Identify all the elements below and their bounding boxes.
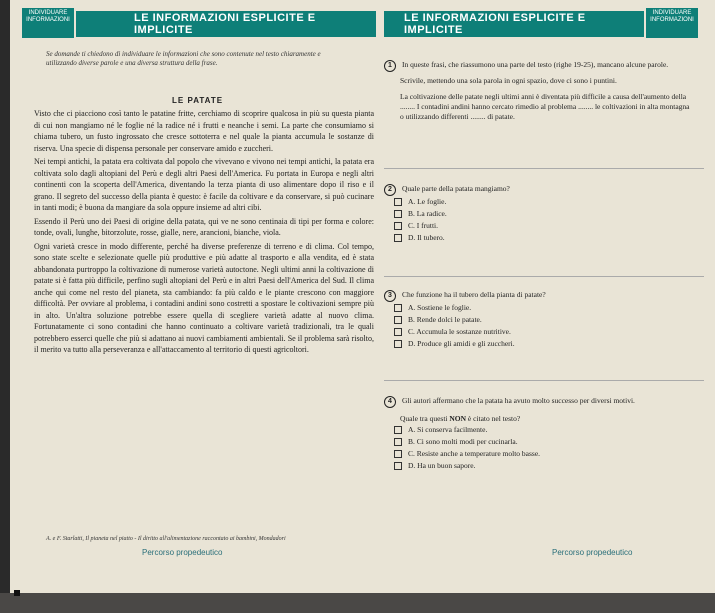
footer-right: Percorso propedeutico [552,548,633,557]
checkbox[interactable] [394,222,402,230]
option-label: A. Sostiene le foglie. [408,303,472,312]
question-text: Quale parte della patata mangiamo? [402,184,510,193]
option-a[interactable] [394,196,704,208]
question-number: 2 [384,184,396,196]
option-c[interactable] [394,220,704,232]
skill-tag-right [646,8,698,38]
header-bar-right [384,11,644,37]
checkbox[interactable] [394,316,402,324]
skill-tag-text: INDIVIDUARE INFORMAZIONI [650,10,694,23]
question-1 [384,60,704,122]
checkbox[interactable] [394,450,402,458]
option-label: D. Ha un buon sapore. [408,461,476,470]
question-subtext [400,414,704,424]
checkbox[interactable] [394,438,402,446]
intro-text-left: Se domande ti chiedono di individuare le informazioni che sono contenute nel testo chiaramente e utilizzando diverse parole e una diversa struttura della frase. [46,50,321,67]
paragraph-1: Visto che ci piacciono così tanto le patatine fritte, cerchiamo di scoprire qualcosa in più su questa pianta di cui non mangiamo né le foglie né la radice né i frutti e neanche i semi. La parte che consumiamo si chiama tubero, un fusto ingrossato che cresce sottoterra e nel quale la pianta accumula le sostanze di riserva. Una specie di dispensa personale per conservare amido e zuccheri. [34,109,374,153]
question-text: In queste frasi, che riassumono una parte del testo (righe 19-25), mancano alcune parole. [402,60,669,69]
header-title-left: LE INFORMAZIONI ESPLICITE E IMPLICITE [134,12,316,36]
sub-pre: Quale tra questi [400,414,450,423]
option-label: B. Ci sono molti modi per cucinarla. [408,437,518,446]
option-b[interactable] [394,314,704,326]
sub-bold: NON [449,414,467,423]
option-label: D. Produce gli amidi e gli zuccheri. [408,339,515,348]
checkbox[interactable] [394,340,402,348]
checkbox[interactable] [394,328,402,336]
question-3 [384,290,704,350]
checkbox[interactable] [394,210,402,218]
question-number: 4 [384,396,396,408]
option-a[interactable] [394,302,704,314]
option-label: C. I frutti. [408,221,438,230]
question-number: 1 [384,60,396,72]
option-b[interactable] [394,208,704,220]
checkbox[interactable] [394,198,402,206]
option-label: C. Resiste anche a temperature molto basse. [408,449,541,458]
page-title: LE PATATE [172,96,224,105]
option-c[interactable] [394,326,704,338]
source-citation: A. e F. Starlatti, Il pianeta nel piatto - Il diritto all'alimentazione raccontato ai bambini, Mondadori [46,536,286,542]
divider [384,168,704,169]
checkbox[interactable] [394,462,402,470]
sub-post: è citato nel testo? [466,414,521,423]
divider [384,276,704,277]
checkbox[interactable] [394,234,402,242]
skill-tag-left [22,8,74,38]
question-text: Gli autori affermano che la patata ha avuto molto successo per diversi motivi. [402,396,635,405]
option-label: D. Il tubero. [408,233,445,242]
answer-sentence: La coltivazione delle patate negli ultimi anni è diventata più difficile a causa dell'aumento della ........ I contadini andini hanno cercato rimedio al problema ........ le coltivazioni in alta montagna o utilizzando differenti ........ di patate. [400,92,690,121]
option-label: B. Rende dolci le patate. [408,315,482,324]
option-label: A. Si conserva facilmente. [408,425,488,434]
corner-mark [14,590,20,596]
option-label: C. Accumula le sostanze nutritive. [408,327,511,336]
checkbox[interactable] [394,304,402,312]
skill-tag-text: INDIVIDUARE INFORMAZIONI [26,10,70,23]
footer-left: Percorso propedeutico [142,548,223,557]
question-instructions: Scrivile, mettendo una sola parola in ogni spazio, dove ci sono i puntini. [400,76,617,85]
table-surface [0,593,715,613]
question-4 [384,396,704,472]
option-label: A. Le foglie. [408,197,447,206]
option-c[interactable] [394,448,704,460]
question-2 [384,184,704,244]
option-d[interactable] [394,232,704,244]
paragraph-4: Ogni varietà cresce in modo differente, perché ha diverse preferenze di terreno e di clima. Col tempo, sono state scelte e selezionate quelle più produttive e più adatte al trasporto e alla vendita, ed è stata abbandonata purtroppo la coltivazione di numerose varietà autoctone. Negli ultimi anni la coltivazione di patate si è fatta più difficile, perfino sugli altopiani del Perù e in altri Paesi dell'America del Sud. Il clima anche qui come nel resto del pianeta, sta cambiando: fa più caldo e le piante crescono con maggiore difficoltà. Per ovviare al problema, i contadini andini sono costretti a spostare le coltivazioni sempre più in alto. Un'altra soluzione potrebbe essere quella di scegliere varietà adatte al nuovo clima. Fortunatamente ci sono contadini che hanno continuato a coltivare varietà tradizionali, tra le quali potrebbero esserci quelle che più si adattano ai nuovi cambiamenti ambientali. Se il problema sarà risolto, il merito va tutto alla perseveranza e all'attaccamento al territorio di questi agricoltori. [34,241,374,354]
option-a[interactable] [394,424,704,436]
checkbox[interactable] [394,426,402,434]
option-label: B. La radice. [408,209,447,218]
option-d[interactable] [394,460,704,472]
reading-text [34,108,374,358]
header-title-right: LE INFORMAZIONI ESPLICITE E IMPLICITE [404,12,586,36]
option-b[interactable] [394,436,704,448]
paragraph-3: Essendo il Perù uno dei Paesi di origine della patata, qui ve ne sono centinaia di tipi per forma e colore: tonde, ovali, lunghe, bitorzolute, rosse, gialle, nere, arancioni, bianche, viola. [34,216,374,237]
paragraph-2: Nei tempi antichi, la patata era coltivata dal popolo che vivevano e vivono nei tempi antichi, la patata era coltivata solo dagli altopiani del Perù e degli altri Paesi dell'America. Fu portata in Europa e negli altri continenti con la scoperta dell'America, diventando la terza pianta di uso alimentare dopo il riso e il grano. Il segreto del successo della pianta è questo: è facile da coltivare e da conservare, si può cucinare in tanti modi; è buona da mangiare da sola oppure insieme ad altri cibi. [34,157,374,212]
question-number: 3 [384,290,396,302]
divider [384,380,704,381]
question-text: Che funzione ha il tubero della pianta di patate? [402,290,546,299]
header-bar-left [76,11,376,37]
option-d[interactable] [394,338,704,350]
